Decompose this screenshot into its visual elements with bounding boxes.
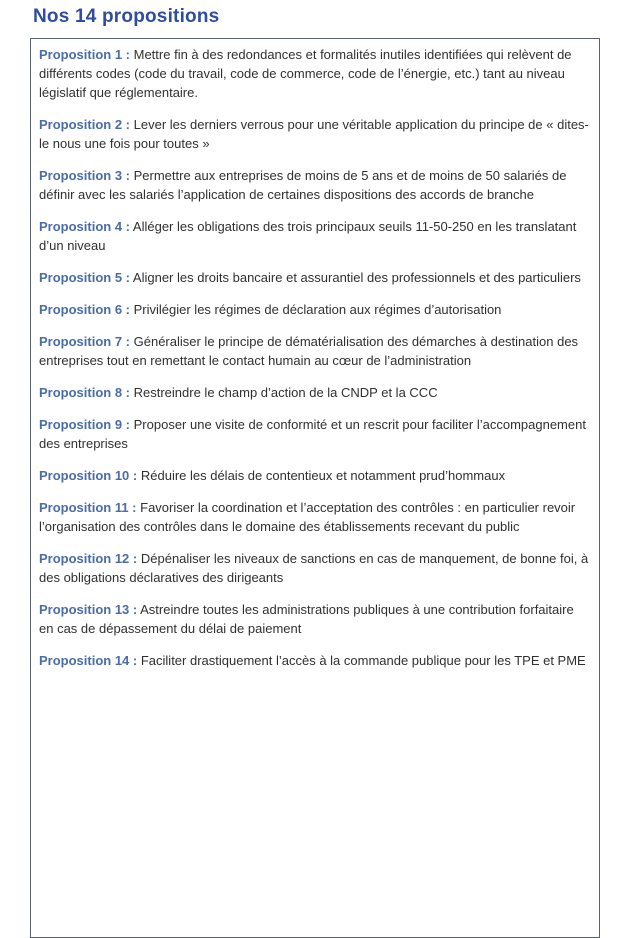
proposition-item-7 bbox=[39, 332, 591, 370]
proposition-text-10: Réduire les délais de contentieux et notamment prud’hommaux bbox=[140, 468, 506, 483]
proposition-text-4: Alléger les obligations des trois principaux seuils 11-50-250 en les translatant d’un niveau bbox=[39, 219, 577, 253]
proposition-label-11: Proposition 11 : bbox=[39, 500, 137, 515]
proposition-text-3: Permettre aux entreprises de moins de 5 ans et de moins de 50 salariés de définir avec les salariés l’application de certaines dispositions des accords de branche bbox=[39, 168, 567, 202]
proposition-label-1: Proposition 1 : bbox=[39, 47, 130, 62]
proposition-item-8 bbox=[39, 383, 591, 402]
proposition-item-2 bbox=[39, 115, 591, 153]
proposition-text-8: Restreindre le champ d’action de la CNDP et la CCC bbox=[133, 385, 438, 400]
proposition-item-9 bbox=[39, 415, 591, 453]
proposition-text-12: Dépénaliser les niveaux de sanctions en cas de manquement, de bonne foi, à des obligations déclaratives des dirigeants bbox=[39, 551, 589, 585]
proposition-label-4: Proposition 4 : bbox=[39, 219, 130, 234]
proposition-item-4 bbox=[39, 217, 591, 255]
proposition-item-12 bbox=[39, 549, 591, 587]
proposition-item-13 bbox=[39, 600, 591, 638]
proposition-item-14 bbox=[39, 651, 591, 670]
proposition-label-14: Proposition 14 : bbox=[39, 653, 138, 668]
proposition-item-10 bbox=[39, 466, 591, 485]
proposition-item-11 bbox=[39, 498, 591, 536]
proposition-text-9: Proposer une visite de conformité et un rescrit pour faciliter l’accompagnement des entreprises bbox=[39, 417, 586, 451]
proposition-label-6: Proposition 6 : bbox=[39, 302, 130, 317]
proposition-item-3 bbox=[39, 166, 591, 204]
proposition-label-5: Proposition 5 : bbox=[39, 270, 130, 285]
proposition-item-1 bbox=[39, 45, 591, 102]
propositions-box bbox=[30, 38, 600, 938]
proposition-text-5: Aligner les droits bancaire et assurantiel des professionnels et des particuliers bbox=[132, 270, 581, 285]
proposition-label-3: Proposition 3 : bbox=[39, 168, 130, 183]
proposition-item-5 bbox=[39, 268, 591, 287]
proposition-text-14: Faciliter drastiquement l’accès à la commande publique pour les TPE et PME bbox=[140, 653, 586, 668]
proposition-label-9: Proposition 9 : bbox=[39, 417, 130, 432]
proposition-text-1: Mettre fin à des redondances et formalités inutiles identifiées qui relèvent de différents codes (code du travail, code de commerce, code de l’énergie, etc.) tant au niveau législatif que réglementaire. bbox=[39, 47, 572, 100]
proposition-text-2: Lever les derniers verrous pour une véritable application du principe de « dites-le nous une fois pour toutes » bbox=[39, 117, 589, 151]
proposition-label-2: Proposition 2 : bbox=[39, 117, 130, 132]
proposition-label-12: Proposition 12 : bbox=[39, 551, 138, 566]
page-title: Nos 14 propositions bbox=[33, 6, 220, 27]
proposition-item-6 bbox=[39, 300, 591, 319]
proposition-label-8: Proposition 8 : bbox=[39, 385, 130, 400]
proposition-label-7: Proposition 7 : bbox=[39, 334, 130, 349]
proposition-text-11: Favoriser la coordination et l’acceptation des contrôles : en particulier revoir l’organisation des contrôles dans le domaine des établissements recevant du public bbox=[39, 500, 576, 534]
proposition-label-13: Proposition 13 : bbox=[39, 602, 138, 617]
proposition-text-7: Généraliser le principe de dématérialisation des démarches à destination des entreprises tout en remettant le contact humain au cœur de l’administration bbox=[39, 334, 579, 368]
proposition-text-13: Astreindre toutes les administrations publiques à une contribution forfaitaire en cas de dépassement du délai de paiement bbox=[39, 602, 574, 636]
proposition-label-10: Proposition 10 : bbox=[39, 468, 138, 483]
proposition-text-6: Privilégier les régimes de déclaration aux régimes d’autorisation bbox=[133, 302, 502, 317]
